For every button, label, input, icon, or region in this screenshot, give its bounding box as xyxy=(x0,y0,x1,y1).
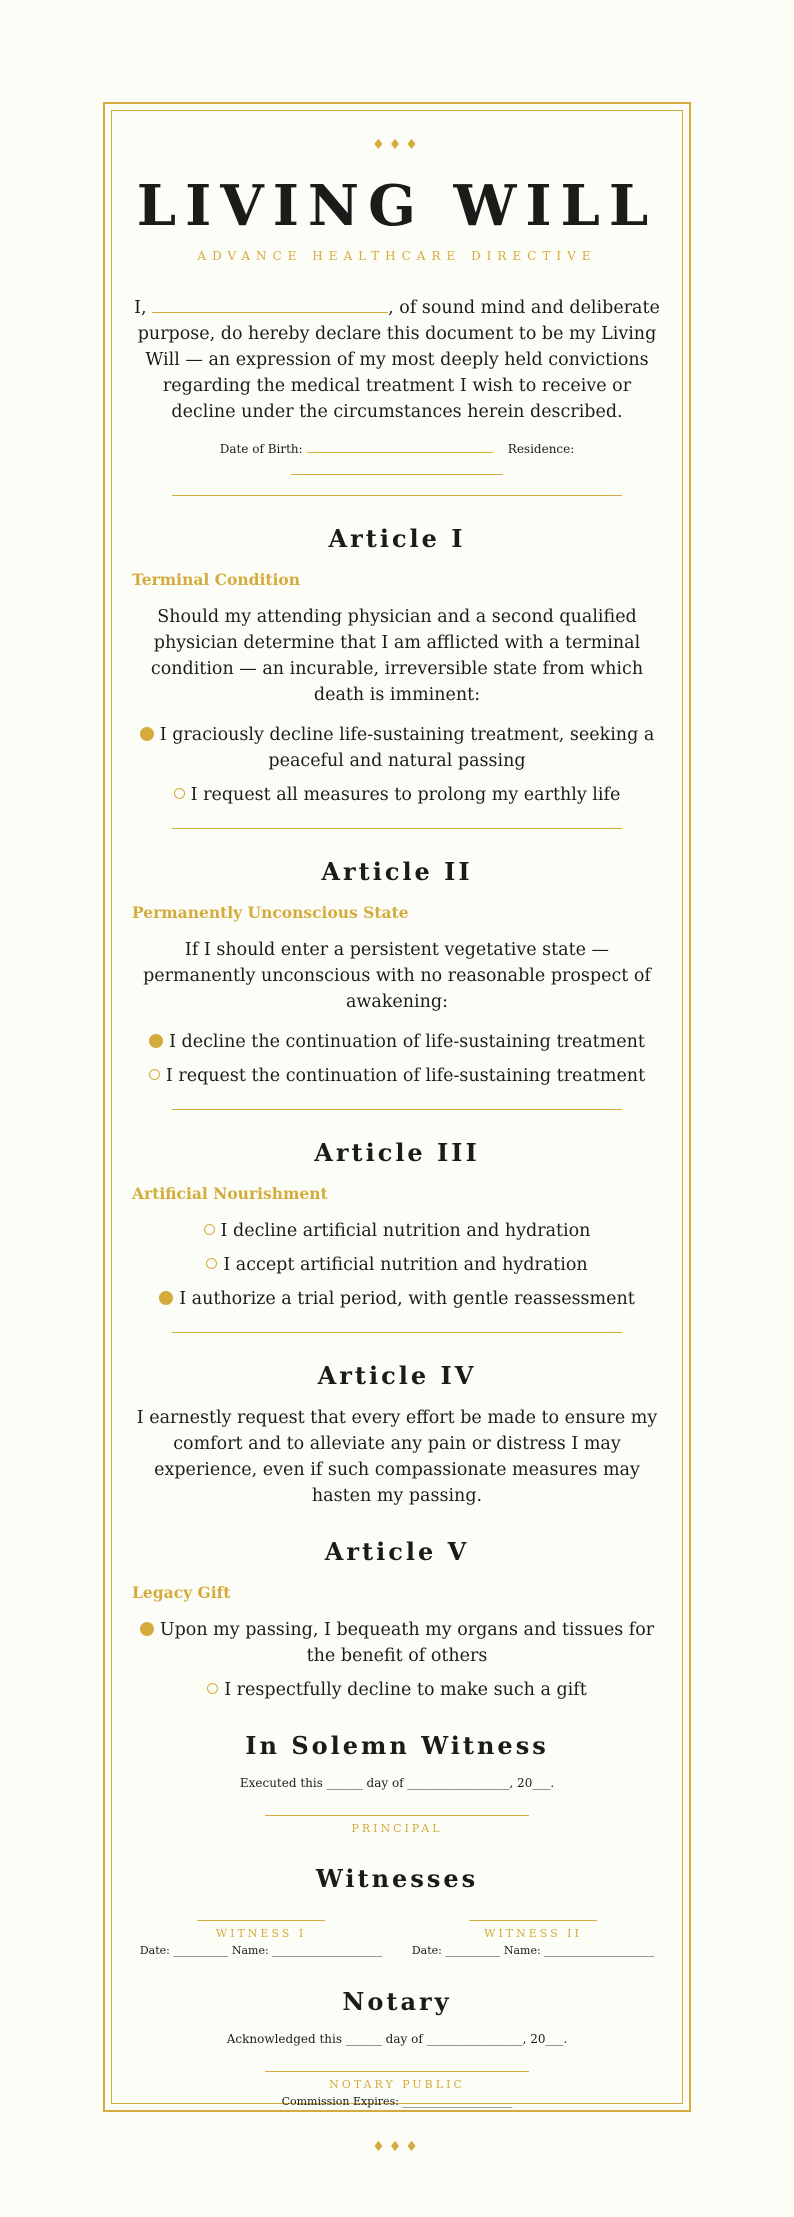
article-1-options xyxy=(132,722,662,808)
article-5-options xyxy=(132,1617,662,1703)
residence-field[interactable] xyxy=(291,474,503,475)
document-subtitle: ADVANCE HEALTHCARE DIRECTIVE xyxy=(197,249,597,263)
residence-label: Residence: xyxy=(507,442,575,456)
article-3-heading: Artificial Nourishment xyxy=(132,1184,328,1203)
principal-label: PRINCIPAL xyxy=(351,1822,443,1835)
witness-1-signature-line[interactable] xyxy=(197,1920,325,1921)
option-prolong-life[interactable] xyxy=(132,782,662,808)
radio-empty-icon[interactable] xyxy=(174,788,185,799)
witnesses-title: Witnesses xyxy=(315,1864,479,1893)
article-3-title: Article III xyxy=(314,1138,480,1167)
article-2-options xyxy=(132,1029,662,1089)
diamond-ornament-icon: ♦♦♦ xyxy=(372,137,422,153)
radio-selected-icon[interactable] xyxy=(149,1034,163,1048)
witness-2 xyxy=(408,1920,658,1959)
option-label: I graciously decline life-sustaining treatment, seeking a peaceful and natural passing xyxy=(159,725,655,771)
executed-line[interactable]: Executed this ______ day of _________________, 20___. xyxy=(239,1776,555,1790)
witness-section-title: In Solemn Witness xyxy=(245,1731,549,1760)
witness-2-label: WITNESS II xyxy=(484,1927,582,1940)
divider xyxy=(172,495,622,496)
acknowledged-line[interactable]: Acknowledged this ______ day of ________________, 20___. xyxy=(226,2032,568,2046)
option-request-continuation[interactable] xyxy=(132,1063,662,1089)
dob-field[interactable] xyxy=(307,439,493,453)
article-5-title: Article V xyxy=(324,1537,470,1566)
divider xyxy=(172,1332,622,1333)
intro-paragraph xyxy=(132,294,662,425)
intro-prefix: I, xyxy=(134,298,147,318)
option-decline-nutrition[interactable] xyxy=(132,1218,662,1244)
article-5-heading: Legacy Gift xyxy=(132,1583,231,1602)
intro-body: , of sound mind and deliberate purpose, do hereby declare this document to be my Living Will — an expression of my most deeply held convictions regarding the medical treatment I wish to receive or decline under the circumstances herein described. xyxy=(137,298,660,422)
radio-empty-icon[interactable] xyxy=(149,1069,160,1080)
notary-label: NOTARY PUBLIC xyxy=(329,2078,465,2091)
witness-1-label: WITNESS I xyxy=(215,1927,307,1940)
notary-title: Notary xyxy=(342,1987,452,2016)
option-label: I decline artificial nutrition and hydration xyxy=(220,1221,591,1241)
article-1-text: Should my attending physician and a second qualified physician determine that I am afflicted with a terminal condition — an incurable, irreversible state from which death is imminent: xyxy=(150,607,644,705)
dob-row xyxy=(132,439,662,458)
article-4-text: I earnestly request that every effort be made to ensure my comfort and to alleviate any pain or distress I may experience, even if such compassionate measures may hasten my passing. xyxy=(136,1408,658,1506)
witness-1 xyxy=(136,1920,386,1959)
option-label: I decline the continuation of life-sustaining treatment xyxy=(169,1032,645,1052)
principal-signature-line[interactable] xyxy=(265,1815,529,1816)
document-title: LIVING WILL xyxy=(136,173,658,239)
divider xyxy=(172,1109,622,1110)
article-4-title: Article IV xyxy=(317,1361,477,1390)
radio-selected-icon[interactable] xyxy=(159,1291,173,1305)
name-field[interactable] xyxy=(152,294,388,313)
article-2-text: If I should enter a persistent vegetative state — permanently unconscious with no reasonable prospect of awakening: xyxy=(143,940,651,1012)
dob-label: Date of Birth: xyxy=(219,442,303,456)
radio-empty-icon[interactable] xyxy=(204,1224,215,1235)
option-label: I request the continuation of life-sustaining treatment xyxy=(165,1066,646,1086)
witness-row xyxy=(132,1920,662,1959)
option-accept-nutrition[interactable] xyxy=(132,1252,662,1278)
article-1-heading: Terminal Condition xyxy=(132,570,300,589)
diamond-ornament-icon: ♦♦♦ xyxy=(372,2139,422,2155)
radio-empty-icon[interactable] xyxy=(207,1683,218,1694)
witness-2-fields[interactable]: Date: __________ Name: ____________________ xyxy=(411,1944,655,1957)
option-label: I authorize a trial period, with gentle reassessment xyxy=(179,1289,635,1309)
option-bequeath-organs[interactable] xyxy=(132,1617,662,1669)
radio-selected-icon[interactable] xyxy=(140,1622,154,1636)
option-label: I request all measures to prolong my earthly life xyxy=(190,785,621,805)
option-decline-gift[interactable] xyxy=(132,1677,662,1703)
divider xyxy=(172,828,622,829)
option-decline-treatment[interactable] xyxy=(132,722,662,774)
document-body xyxy=(132,136,662,2156)
article-1-title: Article I xyxy=(328,524,466,553)
notary-signature-line[interactable] xyxy=(265,2071,529,2072)
article-2-title: Article II xyxy=(321,857,473,886)
radio-empty-icon[interactable] xyxy=(206,1258,217,1269)
witness-1-fields[interactable]: Date: __________ Name: ____________________ xyxy=(139,1944,383,1957)
option-label: I respectfully decline to make such a gift xyxy=(224,1680,587,1700)
option-decline-continuation[interactable] xyxy=(132,1029,662,1055)
witness-2-signature-line[interactable] xyxy=(469,1920,597,1921)
commission-line[interactable]: Commission Expires: ____________________ xyxy=(281,2095,513,2108)
article-2-heading: Permanently Unconscious State xyxy=(132,903,409,922)
radio-selected-icon[interactable] xyxy=(140,727,154,741)
option-label: I accept artificial nutrition and hydration xyxy=(223,1255,588,1275)
option-label: Upon my passing, I bequeath my organs and tissues for the benefit of others xyxy=(159,1620,655,1666)
article-3-options xyxy=(132,1218,662,1312)
option-trial-period[interactable] xyxy=(132,1286,662,1312)
